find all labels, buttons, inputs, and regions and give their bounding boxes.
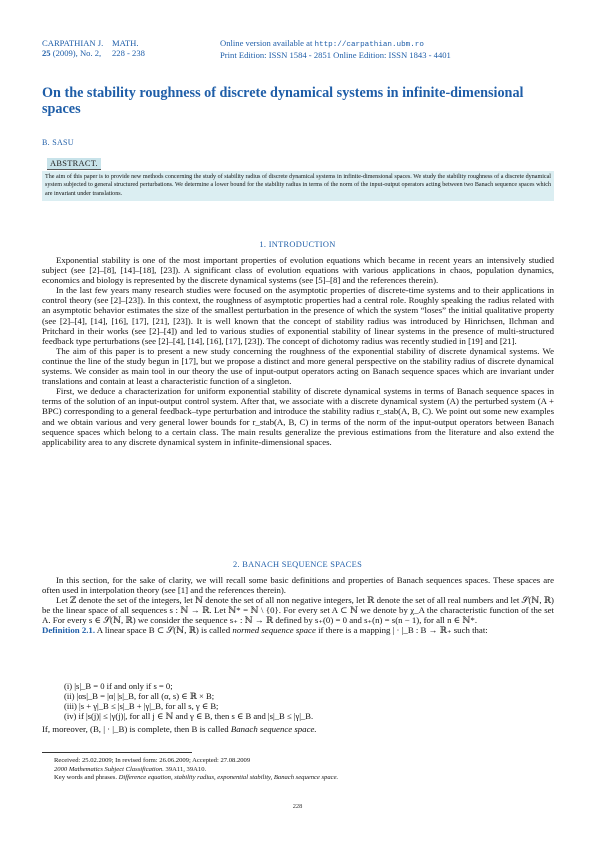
definition-text: A linear space B ⊂ 𝒮(ℕ, ℝ) is called <box>96 625 231 636</box>
condition-iv: (iv) if |s(j)| ≤ |γ(j)|, for all j ∈ ℕ and γ ∈ B, then s ∈ B and |s|_B ≤ |γ|_B. <box>64 711 314 721</box>
online-url[interactable]: http://carpathian.ubm.ro <box>314 41 424 49</box>
banach-paragraph-2: Let ℤ denote the set of the integers, let ℕ denote the set of all non negative integers, let ℝ denote the set of all real numbers and let 𝒮(ℕ, ℝ) be the linear space of all sequences s : ℕ → ℝ. Let ℕ* = ℕ \ {0}. For every set A ⊂ ℕ we denote by χ_A the characteristic function of the set A. For every s ∈ 𝒮(ℕ, ℝ) we consider the sequence s₊ : ℕ → ℝ defined by s₊(0) = 0 and s₊(n) = s(n − 1), for all n ∈ ℕ*. <box>42 595 554 626</box>
definition-label: Definition 2.1. <box>42 625 96 636</box>
intro-paragraph-1: Exponential stability is one of the most important properties of evolution equations which became in recent years an intensively studied subject (see [2]–[8], [14]–[18], [23]). A significant class of evolution equations with various applications in chaos, population dynamics, economics and biology is represented by the discrete dynamical systems (see [5]–[8] and the references therein). <box>42 255 554 286</box>
online-label: Online version available at <box>220 38 313 48</box>
journal-pages: 228 - 238 <box>112 48 145 58</box>
intro-paragraph-3: The aim of this paper is to present a new study concerning the roughness of the exponential stability of discrete dynamical systems. We continue the line of the study begun in [17], but we propose a distinct and more general perspective on the stability radius of discrete dynamical systems. We consider as main tool in our theory the use of input-output operators acting on Banach sequence spaces which are invariant under translations and contain at least a characteristic function of a singleton. <box>42 345 554 387</box>
journal-header <box>42 38 192 58</box>
abstract-text: The aim of this paper is to provide new methods concerning the study of stability radius of discrete dynamical systems in infinite-dimensional spaces. We study the stability roughness of a discrete dynamical system subjected to general structured perturbations. We determine a lower bound for the stability radius in terms of the norm of the input-output operators acting between two Banach sequence spaces which are invariant under translations. <box>42 171 554 201</box>
definition-text-2: if there is a mapping | · |_B : B → ℝ₊ such that: <box>318 625 488 636</box>
definition-conditions <box>64 681 524 721</box>
journal-name: CARPATHIAN J. <box>42 38 104 48</box>
definition-term: normed sequence space <box>232 625 316 636</box>
closing-term: Banach sequence space. <box>230 724 317 734</box>
issn-line: Print Edition: ISSN 1584 - 2851 Online Edition: ISSN 1843 - 4401 <box>220 50 451 60</box>
definition-2-1 <box>42 625 554 635</box>
keywords: Difference equation, stability radius, exponential stability, Banach sequence space. <box>118 774 339 782</box>
section-2-body <box>42 575 554 636</box>
section-1-body <box>42 255 554 447</box>
definition-closing <box>42 724 554 734</box>
condition-iii: (iii) |s + γ|_B ≤ |s|_B + |γ|_B, for all s, γ ∈ B; <box>64 701 219 711</box>
section-2-heading: 2. BANACH SEQUENCE SPACES <box>232 560 363 569</box>
received-dates: Received: 25.02.2009; In revised form: 26.06.2009; Accepted: 27.08.2009 <box>54 757 251 764</box>
journal-online-info <box>220 38 560 60</box>
keywords-line <box>54 774 554 783</box>
condition-ii: (ii) |αs|_B = |α| |s|_B, for all (α, s) ∈ ℝ × B; <box>64 691 215 701</box>
journal-volume: 25 <box>42 48 51 58</box>
intro-paragraph-4: First, we deduce a characterization for uniform exponential stability of discrete dynamical systems in terms of Banach sequence spaces in terms of the solution of an input-output control system. After that, we associate with a discrete dynamical system (A) the perturbed system (A + BPC) corresponding to a general feedback–type perturbation and introduce the stability radius r_stab(A, B, C). We point out some new examples and we obtain various and very general lower bounds for r_stab(A, B, C) in terms of the norm of the input-output operators between Banach sequence spaces which belong to a certain class. The main results generalize the previous estimations from the literature and also extend the applicability area to any discrete dynamical system in infinite-dimensional spaces. <box>42 386 554 447</box>
paper-author: B. SASU <box>42 138 74 147</box>
abstract-label: ABSTRACT. <box>47 158 101 170</box>
msc-line <box>54 766 554 775</box>
paper-title: On the stability roughness of discrete dynamical systems in infinite-dimensional spaces <box>42 85 524 117</box>
condition-i: (i) |s|_B = 0 if and only if s = 0; <box>64 681 173 691</box>
footnotes <box>54 757 554 783</box>
msc-label: 2000 Mathematics Subject Classification. <box>54 765 164 773</box>
page-number: 228 <box>292 803 303 810</box>
closing-text: If, moreover, (B, | · |_B) is complete, then B is called <box>42 724 229 734</box>
keywords-label: Key words and phrases. <box>54 774 117 782</box>
footnote-rule <box>42 752 192 753</box>
journal-field: MATH. <box>112 38 139 48</box>
msc-codes: 39A11, 39A10. <box>165 765 207 773</box>
journal-issue: (2009), No. 2, <box>52 48 102 58</box>
intro-paragraph-2: In the last few years many research studies were focused on the asymptotic properties of discrete-time systems and to their applications in control theory (see [2]–[23]). In this context, the roughness of asymptotic properties had a central role. Roughly speaking the radius related with an asymptotic behavior estimates the size of the smallest perturbation in the presence of which the system “loses” the initial qualitative property (see [2]–[4], [14], [16], [17], [21], [23]). It is well known that the concept of stability radius was introduced by Hinrichsen, Ilchman and Pritchard in their works (see [2]–[4]) and led to various studies of exponential stability of linear systems in the presence of multi-structured feedback type perturbations (see [2]–[4], [14], [16], [17], [23]). The concept of dichotomy radius was recently studied in [19] and [21]. <box>42 285 554 346</box>
banach-paragraph-1: In this section, for the sake of clarity, we will recall some basic definitions and properties of Banach sequences spaces. These spaces are often used in interpolation theory (see [1] and the references therein). <box>42 575 554 596</box>
section-1-heading: 1. INTRODUCTION <box>259 240 336 249</box>
